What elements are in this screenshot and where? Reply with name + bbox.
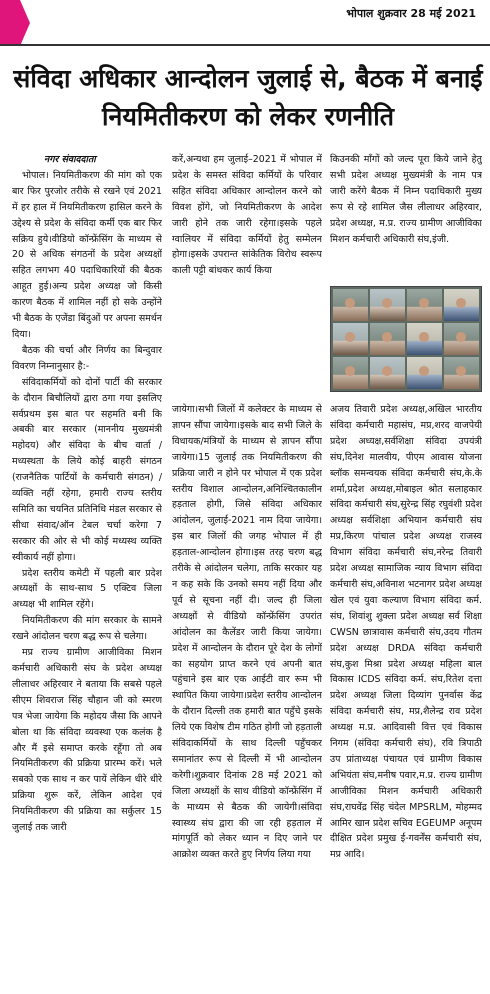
- article-column-3-bottom: [330, 402, 482, 992]
- participant-tile: [333, 289, 368, 321]
- article-column-3-top: [330, 152, 482, 280]
- paragraph: अजय तिवारी प्रदेश अध्यक्ष,अखिल भारतीय संविदा कर्मचारी महासंघ, मप्र,शरद वाजपेयी प्रदेश अध्यक्ष,सर्वशिक्षा संविदा उपयंत्री संघ,दिनेश मालवीय, पीएम आवास योजना ब्लॉक समन्वयक संविदा कर्मचारी संघ,के.के शर्मा,प्रदेश अध्यक्ष,मोबाइल श्रोत सलाहकार संविदा कर्मचारी संघ,सुरेन्द्र सिंह रघुवंशी प्रदेश अध्यक्ष सर्वशिक्षा अभियान कर्मचारी संघ मप्र,किरण पांचाल प्रदेश अध्यक्ष राजस्व विभाग संविदा कर्मचारी संघ,नरेन्द्र तिवारी प्रदेश अध्यक्ष सामाजिक न्याय विभाग संविदा कर्मचारी संघ,अविनाश भटनागर प्रदेश अध्यक्ष खेल एवं युवा कल्याण विभाग संविदा कर्म. संघ, शिवांशु शुक्ला प्रदेश अध्यक्ष सर्व शिक्षा CWSN छात्रावास कर्मचारी संघ,उदय गौतम प्रदेश अध्यक्ष DRDA संविदा कर्मचारी संघ,कुश मिश्रा प्रदेश अध्यक्ष महिला बाल विकास ICDS संविदा कर्म. संघ,रितेश दत्ता प्रदेश अध्यक्ष जिला दिव्यांग पुनर्वास केंद्र संविदा कर्मचारी संघ, मप्र,शैलेन्द्र राव प्रदेश अध्यक्ष म.प्र. आदिवासी वित्त एवं विकास निगम (संविदा कर्मचारी संघ), रवि त्रिपाठी उप प्रांताध्यक्ष पंचायत एवं ग्रामीण विकास अभियंता संघ,मनीष पवार,म.प्र. राज्य ग्रामीण आजीविका मिशन कर्मचारी अधिकारी संघ,राघवेंद्र सिंह चंदेल MPSRLM, मोहम्मद आमिर खान प्रदेश सचिव EGEUMP अनूपम दीक्षित प्रदेश प्रमुख ई-गवर्नेंस कर्मचारी संघ, मप्र आदि।: [330, 404, 482, 861]
- article-column-2-top: [172, 152, 322, 280]
- paragraph: संविदाकर्मियों को दोनों पार्टी की सरकार के दौरान बिचौलियों द्वारा ठगा गया इसलिए सर्वप्रथम इस बात पर सहमति बनी कि अबकी बार सरकार (माननीय मुख्यमंत्री महोदय) और संविदा के बीच वार्ता / मध्यस्थता के लिये कोई बाहरी संगठन (राजनैतिक पार्टियों के कर्मचारी संगठन) /व्यक्ति नहीं रहेगा, हमारी राज्य स्तरीय समिति का चयनित प्रतिनिधि मंडल सरकार से सीधा संवाद/ऑन टेबल चर्चा करेगा 7 सरकार की ओर से भी कोई मध्यस्थ व्यक्ति स्वीकार्य नहीं होगा।: [12, 376, 162, 563]
- paragraph: भोपाल। नियमितीकरण की मांग को एक बार फिर पुरजोर तरीके से रखने एवं 2021 में हर हाल में नियमितीकरण हासिल करने के उद्देश्य से प्रदेश के संविदा कर्मी एक बार फिर सक्रिय हुये।वीडियो कॉन्फ्रेंसिंग के माध्यम से 20 से अधिक संगठनों के प्रदेश अध्यक्षों सहित लगभग 40 पदाधिकारियों की बैठक आहूत हुई।अन्य प्रदेश अध्यक्ष जो किसी कारण बैठक में शामिल नहीं हो सके उन्होंने भी बैठक के एजेंडा बिंदुओं पर अपना समर्थन दिया।: [12, 169, 162, 340]
- participant-tile: [407, 289, 442, 321]
- section-flag: [0, 0, 20, 46]
- participant-tile: [444, 323, 479, 355]
- participant-tile: [370, 289, 405, 321]
- byline: नगर संवाददाता: [44, 154, 96, 165]
- participant-tile: [407, 357, 442, 389]
- participant-tile: [370, 357, 405, 389]
- dateline: भोपाल शुक्रवार 28 मई 2021: [346, 7, 476, 20]
- header-rule: [0, 44, 490, 46]
- paragraph: प्रदेश स्तरीय कमेटी में पहली बार प्रदेश अध्यक्षों के साथ-साथ 5 एक्टिव जिला अध्यक्ष भी शामिल रहेंगे।: [12, 567, 162, 611]
- headline: संविदा अधिकार आन्दोलन जुलाई से, बैठक में बनाई नियमितीकरण को लेकर रणनीति: [13, 64, 483, 131]
- participant-tile: [333, 323, 368, 355]
- participant-tile: [444, 357, 479, 389]
- article-column-1: [12, 152, 162, 992]
- paragraph: बैठक की चर्चा और निर्णय का बिन्दुवार विवरण निम्नानुसार है:-: [12, 344, 162, 372]
- participant-tile: [370, 323, 405, 355]
- participant-tile: [444, 289, 479, 321]
- participant-tile: [333, 357, 368, 389]
- paragraph: किउनकी माँगों को जल्द पूरा किये जाने हेतु सभी प्रदेश अध्यक्ष मुख्यमंत्री के नाम पत्र जारी करेंगे बैठक में निम्न पदाधिकारी मुख्य रूप से रहे शामिल जैस लीलाधर अहिरवार, प्रदेश अध्यक्ष, म.प्र. राज्य ग्रामीण आजीविका मिशन कर्मचारी अधिकारी संघ,इंजी.: [330, 154, 482, 245]
- video-conference-photo: [330, 286, 482, 392]
- participant-tile: [407, 323, 442, 355]
- article-column-2-bottom: [172, 402, 322, 992]
- paragraph: मप्र राज्य ग्रामीण आजीविका मिशन कर्मचारी अधिकारी संघ के प्रदेश अध्यक्ष लीलाधर अहिरवार ने बताया कि सबसे पहले सीएम शिवराज सिंह चौहान जी को स्मरण पत्र भेजा जायेगा कि महोदय जैसा कि आपने बोला था कि संविदा व्यवस्था एक कलंक है और मैं इसे समाप्त करके रहूँगा तो अब नियमितीकरण की प्रक्रिया प्रारम्भ करें। भले सबको एक साथ न कर पायें लेकिन धीरे धीरे प्रक्रिया शुरू करें, लेकिन आदेश एवं नियमितीकरण की प्रक्रिया का सर्कुलर 15 जुलाई तक जारी: [12, 647, 162, 834]
- paragraph: नियमितीकरण की मांग सरकार के सामने रखने आंदोलन चरण बद्ध रूप से चलेगा।: [12, 615, 162, 643]
- paragraph: जायेगा।सभी जिलों में कलेक्टर के माध्यम से ज्ञापन सौंपा जायेगा।इसके बाद सभी जिले के विधायक/मंत्रियों के माध्यम से ज्ञापन सौंपा जायेगा।15 जुलाई तक नियमितीकरण की प्रक्रिया जारी न होने पर भोपाल में एक प्रदेश स्तरीय विशाल आन्दोलन,अनिश्चितकालीन हड़ताल होगी, जिसे संविदा अधिकार आंदोलन, जुलाई-2021 नाम दिया जायेगा।इस बार जिलों की जगह भोपाल में ही हड़ताल-आन्दोलन होगा।इस तरह चरण बद्ध तरीके से आंदोलन चलेगा, ताकि सरकार यह न कह सके कि उनको समय नहीं दिया और पूर्व से सूचना नहीं दी। जल्द ही जिला अध्यक्षों से वीडियो कॉन्फ्रेंसिंग उपरांत आंदोलन का कैलेंडर जारी किया जायेगा।प्रदेश में आन्दोलन के दौरान पूरे देश के लोगों का सहयोग प्राप्त करने एवं अपनी बात पहुंचाने इस बार एक आईटी वार रूम भी स्थापित किया जायेगा।प्रदेश स्तरीय आन्दोलन के दौरान दिल्ली तक हमारी बात पहुँचे इसके लिये एक विशेष टीम गठित होगी जो हड़ताली संविदाकर्मियों के साथ दिल्ली पहुँचकर समानांतर रूप से दिल्ली में भी आन्दोलन करेगी।शुक्रवार दिनांक 28 मई 2021 को जिला अध्यक्षों के साथ वीडियो कॉन्फ्रेंसिंग में के माध्यम से बैठक की जायेगी।संविदा स्वास्थ्य संघ द्वारा की जा रही हड़ताल में मांगपूर्ति को लेकर ध्यान न दिए जाने पर आक्रोश व्यक्त करते हुए निर्णय लिया गया: [172, 404, 322, 861]
- paragraph: करें,अन्यथा हम जुलाई–2021 में भोपाल में प्रदेश के समस्त संविदा कर्मियों के परिवार सहित संविदा अधिकार आन्दोलन करने को विवश होंगे, जो नियमितीकरण के आदेश जारी होने तक जारी रहेगा।इसके पहले ग्वालियर में संविदा कर्मियों हेतु सम्मेलन होगा।इसके उपरान्त सांकेतिक विरोध स्वरूप काली पट्टी बांधकर कार्य किया: [172, 154, 322, 277]
